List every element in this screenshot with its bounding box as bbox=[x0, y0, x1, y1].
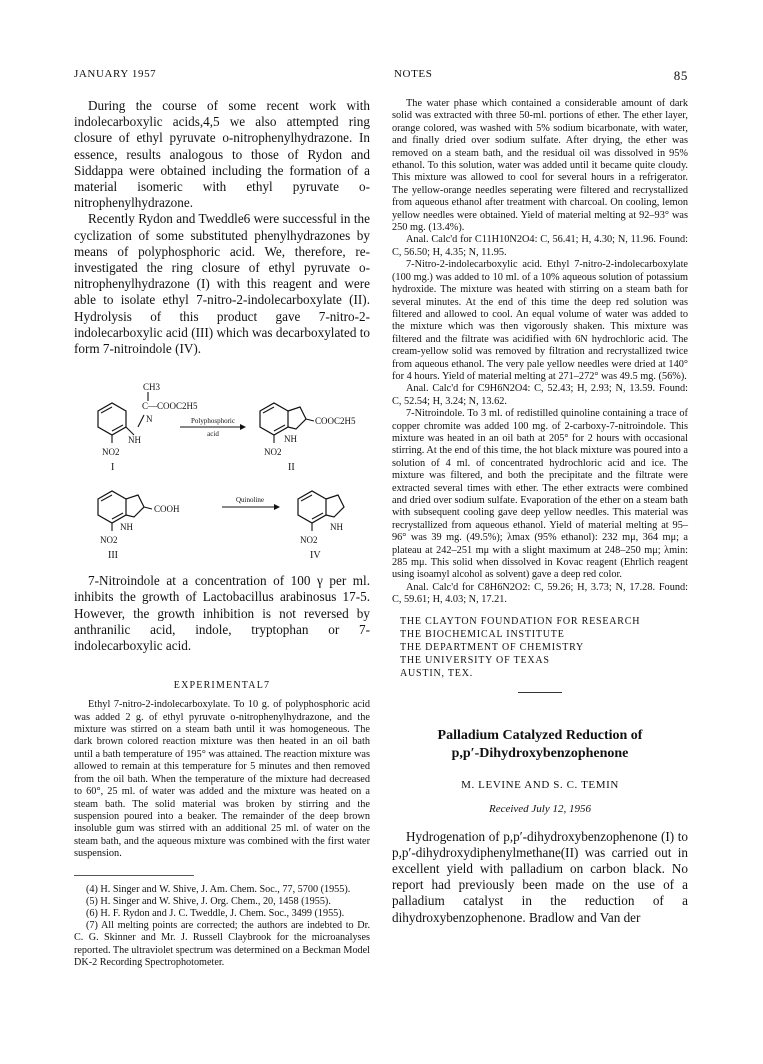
footnote-rule bbox=[74, 875, 194, 876]
label-III: III bbox=[108, 550, 118, 562]
compound-IV bbox=[298, 491, 344, 561]
footnotes bbox=[74, 884, 370, 969]
method-paragraph: Recently Rydon and Tweddle6 were successful in the cyclization of some substituted phenylhydrazones by means of polyphosphoric acid. We, therefore, re-investigated the ring closure of ethyl pyruvate o-nitrophenylhydrazone (I) with this reagent and were able to isolate ethyl 7-nitro-2-indolecarboxylate (II). Hydrolysis of this product gave 7-nitro-2-indolecarboxylic acid (III) which was decarboxylated to form 7-nitroindole (IV). bbox=[74, 211, 370, 357]
nh-label-III: NH bbox=[120, 522, 133, 533]
header-date: JANUARY 1957 bbox=[74, 68, 157, 80]
arrow-2 bbox=[222, 496, 280, 510]
reagent-1-bottom: acid bbox=[207, 430, 219, 439]
footnote-7: (7) All melting points are corrected; the authors are indebted to Dr. C. G. Skinner and Mr. J. Russell Claybrook for the microanalyses reported. The ultraviolet spectrum was determined on a Beckman Model DK-2 Recording Spectrophotometer. bbox=[74, 920, 370, 968]
page-number: 85 bbox=[673, 68, 688, 83]
experimental-procedure-1: Ethyl 7-nitro-2-indolecarboxylate. To 10 g. of polyphosphoric acid was added 2 g. of ethyl pyruvate o-nitrophenylhydrazone, and the mixture was stirred on a steam bath until it was homogeneous. The dark brown colored reaction mixture was then heated in an oil bath until a bath temperature of 195° was attained. The reaction mixture was allowed to remain at this temperature for 5 minutes and then removed from the oil bath. When the temperature of the mixture had decreased to 60°, 25 ml. of water was added and the mixture was heated on a steam bath. The solid material was broken by stirring and the suspension poured into a beaker. The remainder of the deep brown insoluble gum was stirred with an additional 25 ml. of water on the steam bath, and the aqueous mixture was combined with the first water suspension. bbox=[74, 699, 370, 860]
compound-II bbox=[260, 403, 356, 473]
footnote-6: (6) H. F. Rydon and J. C. Tweddle, J. Chem. Soc., 3499 (1955). bbox=[86, 907, 345, 919]
received-date: Received July 12, 1956 bbox=[488, 802, 591, 815]
label-I: I bbox=[111, 462, 115, 474]
footnote-4: (4) H. Singer and W. Shive, J. Am. Chem. Soc., 77, 5700 (1955). bbox=[86, 883, 351, 895]
no2-label-III: NO2 bbox=[100, 535, 118, 546]
affiliation-line: THE CLAYTON FOUNDATION FOR RESEARCH bbox=[400, 615, 641, 627]
left-column bbox=[74, 98, 370, 969]
reagent-1-top: Polyphosphoric bbox=[191, 417, 235, 426]
article-title-line-2: p,p′-Dihydroxybenzophenone bbox=[451, 745, 629, 761]
footnote-5: (5) H. Singer and W. Shive, J. Org. Chem., 20, 1458 (1955). bbox=[86, 895, 331, 907]
right-column bbox=[392, 98, 688, 926]
nh-label-II: NH bbox=[284, 434, 297, 445]
nh-label-IV: NH bbox=[330, 522, 343, 533]
reagent-2: Quinoline bbox=[236, 496, 264, 505]
analysis-3: Anal. Calc'd for C8H6N2O2: C, 59.26; H, 3.73; N, 17.28. Found: C, 59.61; H, 4.03; N, 17.21. bbox=[392, 581, 688, 606]
article-separator bbox=[518, 692, 562, 693]
analysis-2: Anal. Calc'd for C9H6N2O4: C, 52.43; H, 2.93; N, 13.59. Found: C, 52.54; H, 3.24; N, 13.62. bbox=[392, 383, 688, 407]
header-section: NOTES bbox=[394, 68, 433, 80]
label-IV: IV bbox=[310, 550, 321, 562]
affiliation-block bbox=[392, 615, 688, 680]
no2-label-IV: NO2 bbox=[300, 535, 318, 546]
n-label: N bbox=[146, 414, 153, 425]
intro-paragraph: During the course of some recent work with indolecarboxylic acids,4,5 we also attempted ring closure of ethyl pyruvate o-nitrophenylhydrazone. In essence, results analogous to those of Rydon and Siddappa were obtained including the formation of a material isomeric with ethyl pyruvate o-nitrophenylhydrazone. bbox=[74, 98, 370, 211]
affiliation-line: THE UNIVERSITY OF TEXAS bbox=[400, 654, 550, 666]
next-article bbox=[392, 727, 688, 926]
activity-paragraph: 7-Nitroindole at a concentration of 100 γ per ml. inhibits the growth of Lactobacillus arabinosus 17-5. However, the growth inhibition is not reversed by anthranilic acid, indole, tryptophan or 7-indolecarboxylic acid. bbox=[74, 573, 370, 654]
no2-label-I: NO2 bbox=[102, 447, 120, 458]
experimental-heading: EXPERIMENTAL7 bbox=[173, 680, 271, 692]
workup-paragraph: The water phase which contained a considerable amount of dark solid was extracted with three 50-ml. portions of ether. The ether layer, orange colored, was washed with 5% sodium bicarbonate, with water, and finally dried over sodium sulfate. After drying, the ether was removed on a steam bath, and the residual oil was dissolved in 95% ethanol. To this solution, water was added until it became quite cloudy. This mixture was allowed to cool for several hours in a refrigerator. The yellow-orange needles seperating were filtered and recrystallized from aqueous ethanol after treatment with charcoal. On cooling, lemon yellow needles were obtained. Yield of material melting at 92–93° was 250 mg. (13.4%). bbox=[392, 98, 688, 234]
reaction-scheme bbox=[74, 365, 370, 565]
cooh-label: COOH bbox=[154, 504, 180, 515]
affiliation-line: THE DEPARTMENT OF CHEMISTRY bbox=[400, 641, 585, 653]
affiliation-line: THE BIOCHEMICAL INSTITUTE bbox=[400, 628, 565, 640]
affiliation-line: AUSTIN, TEX. bbox=[400, 667, 474, 679]
analysis-1: Anal. Calc'd for C11H10N2O4: C, 56.41; H, 4.30; N, 11.96. Found: C, 56.50; H, 4.35; N, 11.95. bbox=[392, 234, 688, 258]
ch3-label: CH3 bbox=[143, 382, 161, 393]
arrow-1 bbox=[180, 417, 246, 438]
label-II: II bbox=[288, 462, 295, 474]
article-title-line-1: Palladium Catalyzed Reduction of bbox=[437, 727, 643, 743]
article-intro: Hydrogenation of p,p′-dihydroxybenzophenone (I) to p,p′-dihydroxydiphenylmethane(II) was carried out in excellent yield with palladium on carbon black. No report had previously been made on the use of a palladium catalyst in the reduction of a dihydroxybenzophenone. Bradlow and Van der bbox=[392, 828, 688, 925]
compound-III bbox=[98, 491, 180, 561]
article-authors: M. LEVINE AND S. C. TEMIN bbox=[461, 778, 619, 791]
running-header bbox=[74, 68, 688, 84]
nh-label-I: NH bbox=[128, 435, 141, 446]
hydrolysis-paragraph: 7-Nitro-2-indolecarboxylic acid. Ethyl 7-nitro-2-indolecarboxylate (100 mg.) was added to 10 ml. of a 10% aqueous solution of potassium hydroxide. The mixture was heated with stirring on a steam bath for several minutes. At the end of this time the deep red solution was filtered and allowed to cool. An equal volume of water was added to the mixture which was then vigorously shaken. This mixture was filtered and the filtrate was acidified with 6N hydrochloric acid. The cream-yellow solid was removed by filtration and recrystallized twice from aqueous ethanol. The very pale yellow needles were dried at 140° for 4 hours. Yield of material melting at 271–272° was 49.5 mg. (56%). bbox=[392, 259, 688, 382]
ester-chain-label: C—COOC2H5 bbox=[142, 401, 198, 412]
decarboxylation-paragraph: 7-Nitroindole. To 3 ml. of redistilled quinoline containing a trace of copper chromite was added 100 mg. of 2-carboxy-7-nitroindole. This mixture was heated in an oil bath at 205° for 2 hours with occasional stirring. At the end of this time, the hot black mixture was poured into a solution of 4 ml. of concentrated hydrochloric acid and ice. The mixture was filtered, and both the precipitate and the filtrate were extracted several times with ether. The ether extracts were combined and dried over sodium sulfate. Evaporation of the ether on a steam bath with subsequent cooling gave deep yellow needles. This material was recrystallized from aqueous ethanol. Yield of material melting at 95–96° was 39 mg. (49.5%); λmax (95% ethanol): 232 mμ, 364 mμ; a plateau at 242–251 mμ with a slight maximum at 248–250 mμ; λmin: 285 mμ. This solid when dissolved in Kovac reagent (Ehrlich reagent using isoamyl alcohol as solvent) gave a deep red color. bbox=[392, 408, 688, 581]
no2-label-II: NO2 bbox=[264, 447, 282, 458]
ester-label-II: COOC2H5 bbox=[315, 416, 356, 427]
